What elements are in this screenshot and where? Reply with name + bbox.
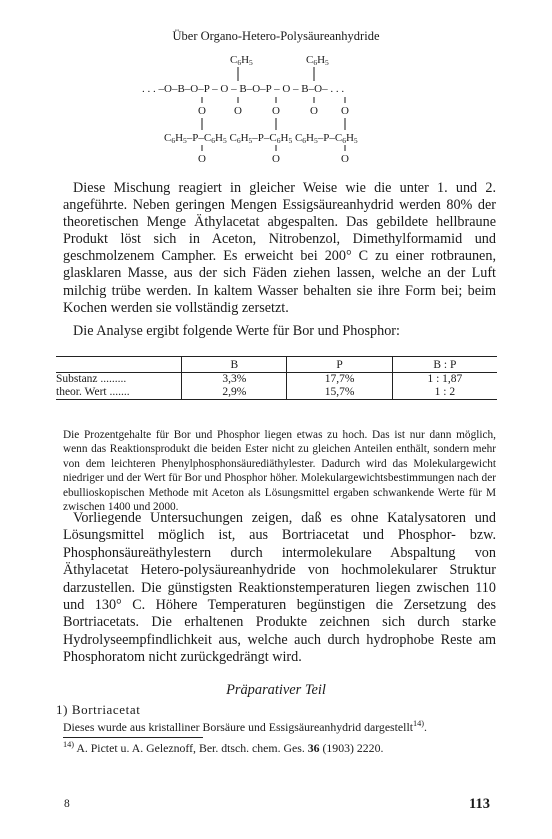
table-cell: Substanz ......... [56,373,127,385]
svg-text:O: O [198,105,206,117]
subsection-heading: 1) Bortriacetat [56,702,141,717]
table-header: B [182,357,287,373]
footnote-citation: A. Pictet u. A. Geleznoff, Ber. dtsch. chem. Ges. [76,740,305,755]
analysis-table [56,356,497,400]
table-cell: 15,7% [287,386,392,400]
footnote [63,740,383,756]
svg-text:O: O [310,105,318,117]
table-cell: theor. Wert ....... [56,386,182,400]
svg-text:O: O [272,153,280,165]
table-cell: 1 : 1,87 [392,373,497,387]
svg-text:O: O [341,153,349,165]
svg-text:C6H5: C6H5 [306,54,329,67]
svg-text:C6H5: C6H5 [230,54,253,67]
footnote-rule [63,737,203,738]
table-row [56,373,497,387]
svg-text:O: O [272,105,280,117]
paragraph-conclusion: Vorliegende Untersuchungen zeigen, daß es ohne Katalysatoren und Lösungsmittel möglich ist, aus Bortriacetat und Phosphor- bzw. Phosphonsäureäthylestern durch intermolekulare Abspaltung von Äthylacetat Hetero-polysäureanhydride von hochmolekularer Struktur darzustellen. Die günstigsten Reaktionstemperaturen liegen zwischen 110 und 130° C. Höhere Temperaturen begünstigen die Zersetzung des Bortriacetats. Die erhaltenen Produkte zeichnen sich durch starke Hydrolyseempfindlichkeit aus, welche auch durch hydrophobe Reste am Phosphoratom nicht zurückgedrängt wird. [63,510,496,666]
table-header: B : P [392,357,497,373]
small-print-note: Die Prozentgehalte für Bor und Phosphor liegen etwas zu hoch. Das ist nur dann möglich, wenn das Reaktionsprodukt die beiden Ester nicht zu gleichen Anteilen enthält, sondern mehr von dem leichteren Phenylphosphonsäurediäthylester. Dadurch wird das Molekulargewicht niedriger und der Wert für Bor und Phosphor höher. Molekulargewichtsbestimmungen nach der ebullioskopischen Methode mit Aceton als Lösungsmittel ergaben schwankende Werte für M zwischen 1400 und 2000. [63,429,496,514]
footnote-reference[interactable]: 14) [413,719,424,728]
svg-text:. . . –O–B–O–P – O – B–O–P – O: . . . –O–B–O–P – O – B–O–P – O – B–O– . . . [142,83,345,95]
paragraph-mixture: Diese Mischung reagiert in gleicher Weise wie die unter 1. und 2. angeführte. Neben geringen Mengen Essigsäureanhydrid werden 80% der theoretischen Menge Äthylacetat abgespalten. Das gebildete hellbraune Produkt löst sich in Aceton, Nitrobenzol, Dimethylformamid und geschmolzenem Campher. Es erweicht bei 200° C zu einer rotbraunen, glasklaren Masse, aus der sich Fäden ziehen lassen, welche an der Luft milchig trübe werden. In kaltem Wasser behalten sie ihre Form bei; beim Kochen werden sie vollständig zersetzt. [63,180,496,316]
footnote-mark: 14) [63,740,74,749]
subsection-sentence: Dieses wurde aus kristalliner Borsäure und Essigsäureanhydrid dargestellt [63,719,413,734]
svg-text:C6H5–P–C6H5 C6H5–P–C6H5 C6H5–P: C6H5–P–C6H5 C6H5–P–C6H5 C6H5–P–C6H5 [164,132,358,145]
table-row [56,386,497,400]
section-title: Präparativer Teil [226,682,326,698]
svg-text:O: O [234,105,242,117]
table-cell: 17,7% [287,373,392,387]
table-header [56,357,182,373]
subsection-text: Dieses wurde aus kristalliner Borsäure und Essigsäureanhydrid dargestellt$^{14)}$. [63,719,427,734]
table-cell: 3,3% [182,373,287,387]
table-header: P [287,357,392,373]
sheet-signature: 8 [64,798,70,810]
running-header: Über Organo-Hetero-Polysäureanhydride [172,29,380,43]
svg-text:O: O [198,153,206,165]
footnote-volume: 36 [307,740,320,755]
table-cell: 2,9% [182,386,287,400]
page-number: 113 [469,796,490,812]
structural-formula [140,52,430,172]
paragraph-analysis-intro: Die Analyse ergibt folgende Werte für Bor und Phosphor: [73,323,400,339]
svg-text:O: O [341,105,349,117]
table-header-row [56,357,497,373]
footnote-citation-rest: (1903) 2220. [322,740,384,755]
table-cell: 1 : 2 [392,386,497,400]
